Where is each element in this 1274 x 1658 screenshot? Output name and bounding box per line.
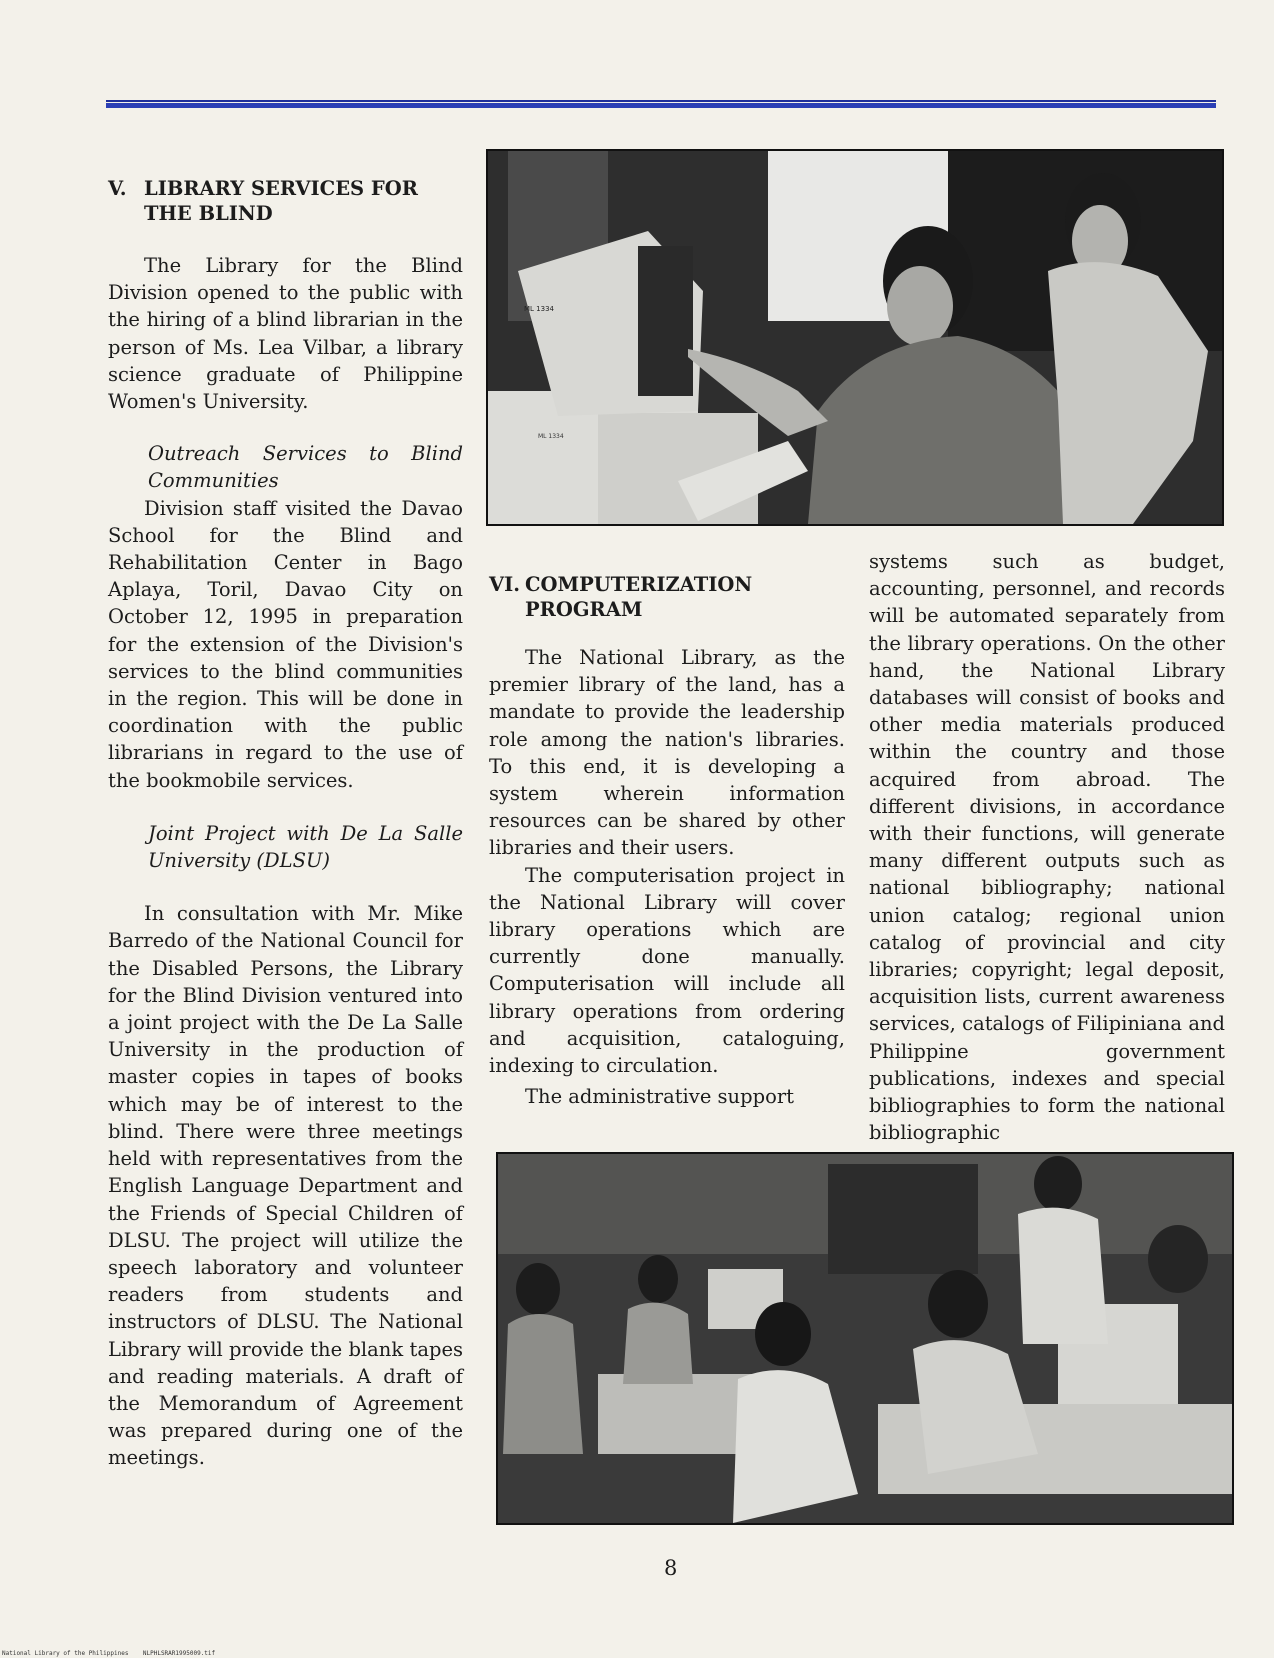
header-rule-thin	[106, 100, 1216, 102]
computerization-para-3: The administrative support	[525, 1085, 794, 1109]
blind-para-3: In consultation with Mr. Mike Barredo of the National Council for the Disabled Persons, the Library for the Blind Division ventured into a joint project with the De La Salle University in the production of master copies in tapes of books which may be of interest to the blind. There were three meetings held with representatives from the English Language Department and the Friends of Special Children of DLSU. The project will utilize the speech laboratory and volunteer readers from students and instructors of DLSU. The National Library will provide the blank tapes and reading materials. A draft of the Memorandum of Agreement was prepared during one of the meetings.	[108, 902, 463, 1470]
blind-para-2: Division staff visited the Davao School for the Blind and Rehabilitation Center in Bago Aplaya, Toril, Davao City on October 12, 1995 in preparation for the extension of the Division's services to the blind communities in the region. This will be done in coordination with the public librarians in regard to the use of the bookmobile services.	[108, 496, 463, 792]
outreach-subhead: Outreach Services to Blind Communities	[148, 442, 463, 493]
column-right	[869, 548, 1225, 1146]
section-vi-number: VI.	[489, 573, 521, 596]
section-vi-heading	[489, 572, 845, 622]
section-v-number: V.	[108, 177, 127, 200]
section-v-title-line1: LIBRARY SERVICES FOR	[144, 177, 418, 200]
photo-computer-training	[496, 1152, 1234, 1525]
section-v-heading	[108, 176, 463, 226]
computerization-para-4: systems such as budget, accounting, personnel, and records will be automated separately from the library operations. On the other hand, the National Library databases will consist of books and other media materials produced within the country and those acquired from abroad. The different divisions, in accordance with their functions, will generate many different outputs such as national bibliography; national union catalog; regional union catalog of provincial and city libraries; copyright; legal deposit, acquisition lists, current awareness services, catalogs of Filipiniana and Philippine government publications, indexes and special bibliographies to form the national bibliographic	[869, 550, 1225, 1145]
footer-credit: National Library of the Philippines NLPHLSRAR1995009.tif	[2, 1650, 216, 1657]
photo-librarians-at-computer	[486, 149, 1224, 526]
computerization-para-1: The National Library, as the premier library of the land, has a mandate to provide the leadership role among the nation's libraries. To this end, it is developing a system wherein information resources can be shared by other libraries and their users.	[489, 646, 845, 860]
computerization-para-2: The computerisation project in the National Library will cover library operations which are currently done manually. Computerisation will include all library operations from ordering and acquisition, cataloguing, indexing to circulation.	[489, 863, 845, 1078]
section-vi-title-line1: COMPUTERIZATION	[525, 573, 753, 596]
column-middle	[489, 572, 845, 1110]
photo-training-illustration	[498, 1154, 1232, 1523]
blind-para-1: The Library for the Blind Division opened to the public with the hiring of a blind librarian in the person of Ms. Lea Vilbar, a library science graduate of Philippine Women's University.	[108, 254, 463, 414]
photo-librarians-illustration	[488, 151, 1222, 524]
cpu-tag: ML 1334	[538, 433, 564, 440]
page-number: 8	[664, 1556, 678, 1580]
section-v-title-line2: THE BLIND	[144, 202, 273, 225]
joint-project-subhead: Joint Project with De La Salle University (DLSU)	[148, 821, 463, 873]
header-rule-thick	[106, 103, 1216, 108]
monitor-tag: ML 1334	[524, 305, 554, 313]
column-left	[108, 176, 463, 1472]
section-vi-title-line2: PROGRAM	[525, 598, 643, 621]
